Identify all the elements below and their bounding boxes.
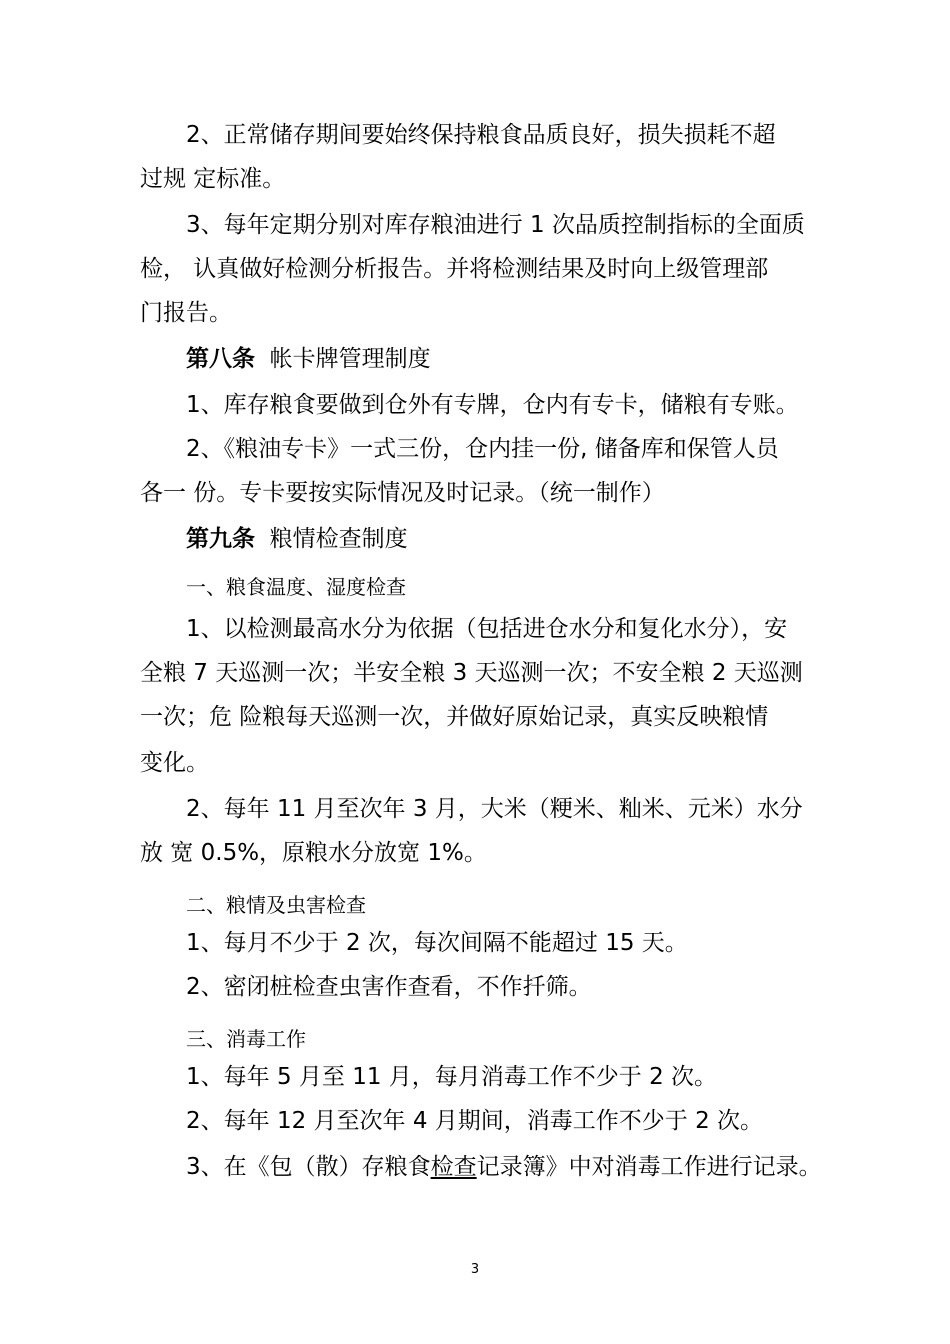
paragraph-line: 一次；危 险粮每天巡测一次，并做好原始记录，真实反映粮情 <box>140 704 769 730</box>
paragraph-line <box>186 1152 822 1182</box>
article-title: 粮情检查制度 <box>269 526 408 552</box>
paragraph-line: 1、每年 5 月至 11 月，每月消毒工作不少于 2 次。 <box>186 1064 718 1090</box>
paragraph-line: 1、每月不少于 2 次，每次间隔不能超过 15 天。 <box>186 930 688 956</box>
section-heading: 三、消毒工作 <box>186 1027 306 1051</box>
paragraph-line: 检， 认真做好检测分析报告。并将检测结果及时向上级管理部 <box>140 256 769 282</box>
paragraph-line: 1、库存粮食要做到仓外有专牌，仓内有专卡，储粮有专账。 <box>186 392 799 418</box>
paragraph-line: 2、每年 11 月至次年 3 月，大米（粳米、籼米、元米）水分 <box>186 796 803 822</box>
paragraph-line: 1、以检测最高水分为依据（包括进仓水分和复化水分），安 <box>186 616 788 642</box>
paragraph-line: 各一 份。专卡要按实际情况及时记录。（统一制作） <box>140 480 665 506</box>
article-heading <box>186 344 431 374</box>
underlined-text: 检查 <box>430 1154 477 1180</box>
text-segment: 3、在《包（散）存粮食 <box>186 1154 431 1180</box>
section-heading: 一、粮食温度、湿度检查 <box>186 575 406 599</box>
article-heading <box>186 524 408 554</box>
paragraph-line: 变化。 <box>140 750 209 776</box>
paragraph-line: 2、每年 12 月至次年 4 月期间，消毒工作不少于 2 次。 <box>186 1108 764 1134</box>
paragraph-line: 2、《粮油专卡》一式三份，仓内挂一份, 储备库和保管人员 <box>186 436 779 462</box>
paragraph-line: 2、密闭桩检查虫害作查看，不作扦筛。 <box>186 974 592 1000</box>
page-number: 3 <box>470 1262 480 1277</box>
article-number: 第八条 <box>186 346 255 372</box>
paragraph-line: 放 宽 0.5%，原粮水分放宽 1%。 <box>140 840 487 866</box>
article-number: 第九条 <box>186 526 255 552</box>
paragraph-line: 全粮 7 天巡测一次；半安全粮 3 天巡测一次；不安全粮 2 天巡测 <box>140 660 803 686</box>
text-segment: 记录簿》中对消毒工作进行记录。 <box>476 1154 822 1180</box>
article-title: 帐卡牌管理制度 <box>269 346 431 372</box>
paragraph-line: 过规 定标准。 <box>140 166 286 192</box>
paragraph-line: 2、正常储存期间要始终保持粮食品质良好，损失损耗不超 <box>186 122 776 148</box>
paragraph-line: 门报告。 <box>140 300 232 326</box>
section-heading: 二、粮情及虫害检查 <box>186 893 366 917</box>
paragraph-line: 3、每年定期分别对库存粮油进行 1 次品质控制指标的全面质 <box>186 212 805 238</box>
